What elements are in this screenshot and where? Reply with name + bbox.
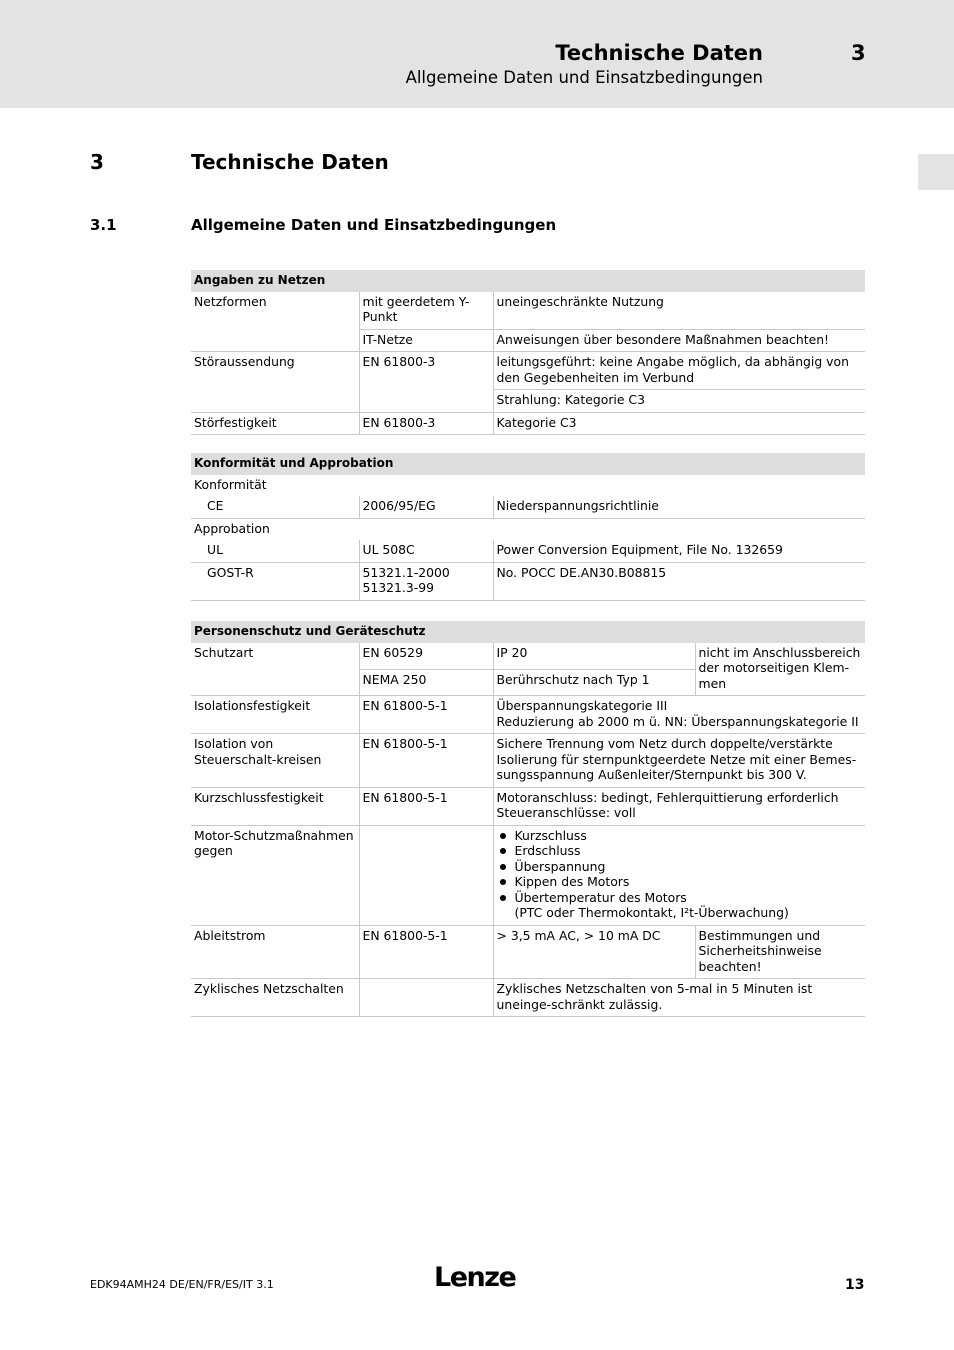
cell: uneingeschränkte Nutzung [493, 292, 865, 330]
cell: Bestimmungen und Sicherheitshinweise beachten! [695, 925, 865, 979]
cell [493, 825, 865, 925]
row-label: Störaussendung [191, 352, 359, 413]
cell: Motoranschluss: bedingt, Fehlerquittierung erforderlich Steueranschlüsse: voll [493, 787, 865, 825]
cell: Berührschutz nach Typ 1 [493, 669, 695, 696]
row-label: Störfestigkeit [191, 412, 359, 435]
document-code: EDK94AMH24 DE/EN/FR/ES/IT 3.1 [90, 1278, 274, 1291]
list-item: Übertemperatur des Motors (PTC oder Thermokontakt, I²t-Überwachung) [497, 890, 863, 921]
table-heading: Konformität und Approbation [191, 453, 865, 475]
motor-protection-list [497, 828, 863, 921]
cell: IT-Netze [359, 329, 493, 352]
cell: EN 61800-3 [359, 352, 493, 413]
row-label: Isolation von Steuerschalt-kreisen [191, 734, 359, 788]
cell: mit geerdetem Y-Punkt [359, 292, 493, 330]
list-item: Kurzschluss [497, 828, 863, 844]
chapter-tab-marker [918, 154, 954, 190]
row-label: UL [191, 540, 359, 562]
cell [359, 825, 493, 925]
row-label: Konformität [194, 476, 267, 492]
netze-table [191, 270, 865, 435]
cell: NEMA 250 [359, 669, 493, 696]
header-chapter-number: 3 [851, 41, 866, 65]
cell: EN 60529 [359, 643, 493, 670]
section-number: 3 [90, 150, 104, 174]
list-item: Erdschluss [497, 843, 863, 859]
row-label: Schutzart [191, 643, 359, 696]
cell: EN 61800-3 [359, 412, 493, 435]
row-label: Ableitstrom [191, 925, 359, 979]
list-item: Überspannung [497, 859, 863, 875]
cell: Zyklisches Netzschalten von 5-mal in 5 Minuten ist uneinge-schränkt zulässig. [493, 979, 865, 1017]
cell: Anweisungen über besondere Maßnahmen beachten! [493, 329, 865, 352]
row-label: CE [191, 496, 359, 518]
row-label: Motor-Schutzmaßnahmen gegen [191, 825, 359, 925]
cell: 2006/95/EG [359, 496, 493, 518]
cell: Kategorie C3 [493, 412, 865, 435]
cell: Power Conversion Equipment, File No. 132659 [493, 540, 865, 562]
table-heading: Angaben zu Netzen [191, 270, 865, 292]
lenze-logo: Lenze [434, 1262, 516, 1293]
cell: > 3,5 mA AC, > 10 mA DC [493, 925, 695, 979]
row-label: Netzformen [191, 292, 359, 352]
konformitaet-table [191, 453, 865, 601]
row-label: Kurzschlussfestigkeit [191, 787, 359, 825]
cell: No. POCC DE.AN30.B08815 [493, 562, 865, 600]
row-label: Approbation [194, 520, 270, 536]
subsection-number: 3.1 [90, 216, 117, 234]
cell: EN 61800-5-1 [359, 925, 493, 979]
row-label: Isolationsfestigkeit [191, 696, 359, 734]
section-title: Technische Daten [191, 150, 389, 174]
header-band [0, 0, 954, 108]
cell: 51321.1-2000 51321.3-99 [359, 562, 493, 600]
row-label: GOST-R [191, 562, 359, 600]
cell: EN 61800-5-1 [359, 696, 493, 734]
cell: UL 508C [359, 540, 493, 562]
table-heading: Personenschutz und Geräteschutz [191, 621, 865, 643]
header-subtitle: Allgemeine Daten und Einsatzbedingungen [405, 68, 763, 87]
cell: leitungsgeführt: keine Angabe möglich, da abhängig von den Gegebenheiten im Verbund [493, 352, 865, 390]
schutz-table [191, 621, 865, 1017]
list-item: Kippen des Motors [497, 874, 863, 890]
cell: IP 20 [493, 643, 695, 670]
cell [359, 979, 493, 1017]
cell: Niederspannungsrichtlinie [493, 496, 865, 518]
header-title: Technische Daten [555, 41, 763, 65]
cell: Strahlung: Kategorie C3 [493, 390, 865, 413]
cell: EN 61800-5-1 [359, 787, 493, 825]
cell: Überspannungskategorie III Reduzierung ab 2000 m ü. NN: Überspannungskategorie II [493, 696, 865, 734]
cell: Sichere Trennung vom Netz durch doppelte/verstärkte Isolierung für sternpunktgeerdete Netze mit einer Bemes-sungsspannung Außenleiter/Sternpunkt bis 300 V. [493, 734, 865, 788]
cell: EN 61800-5-1 [359, 734, 493, 788]
row-label: Zyklisches Netzschalten [191, 979, 359, 1017]
cell: nicht im Anschlussbereich der motorseitigen Klem-men [695, 643, 865, 696]
subsection-title: Allgemeine Daten und Einsatzbedingungen [191, 216, 557, 234]
page-number: 13 [845, 1277, 865, 1293]
